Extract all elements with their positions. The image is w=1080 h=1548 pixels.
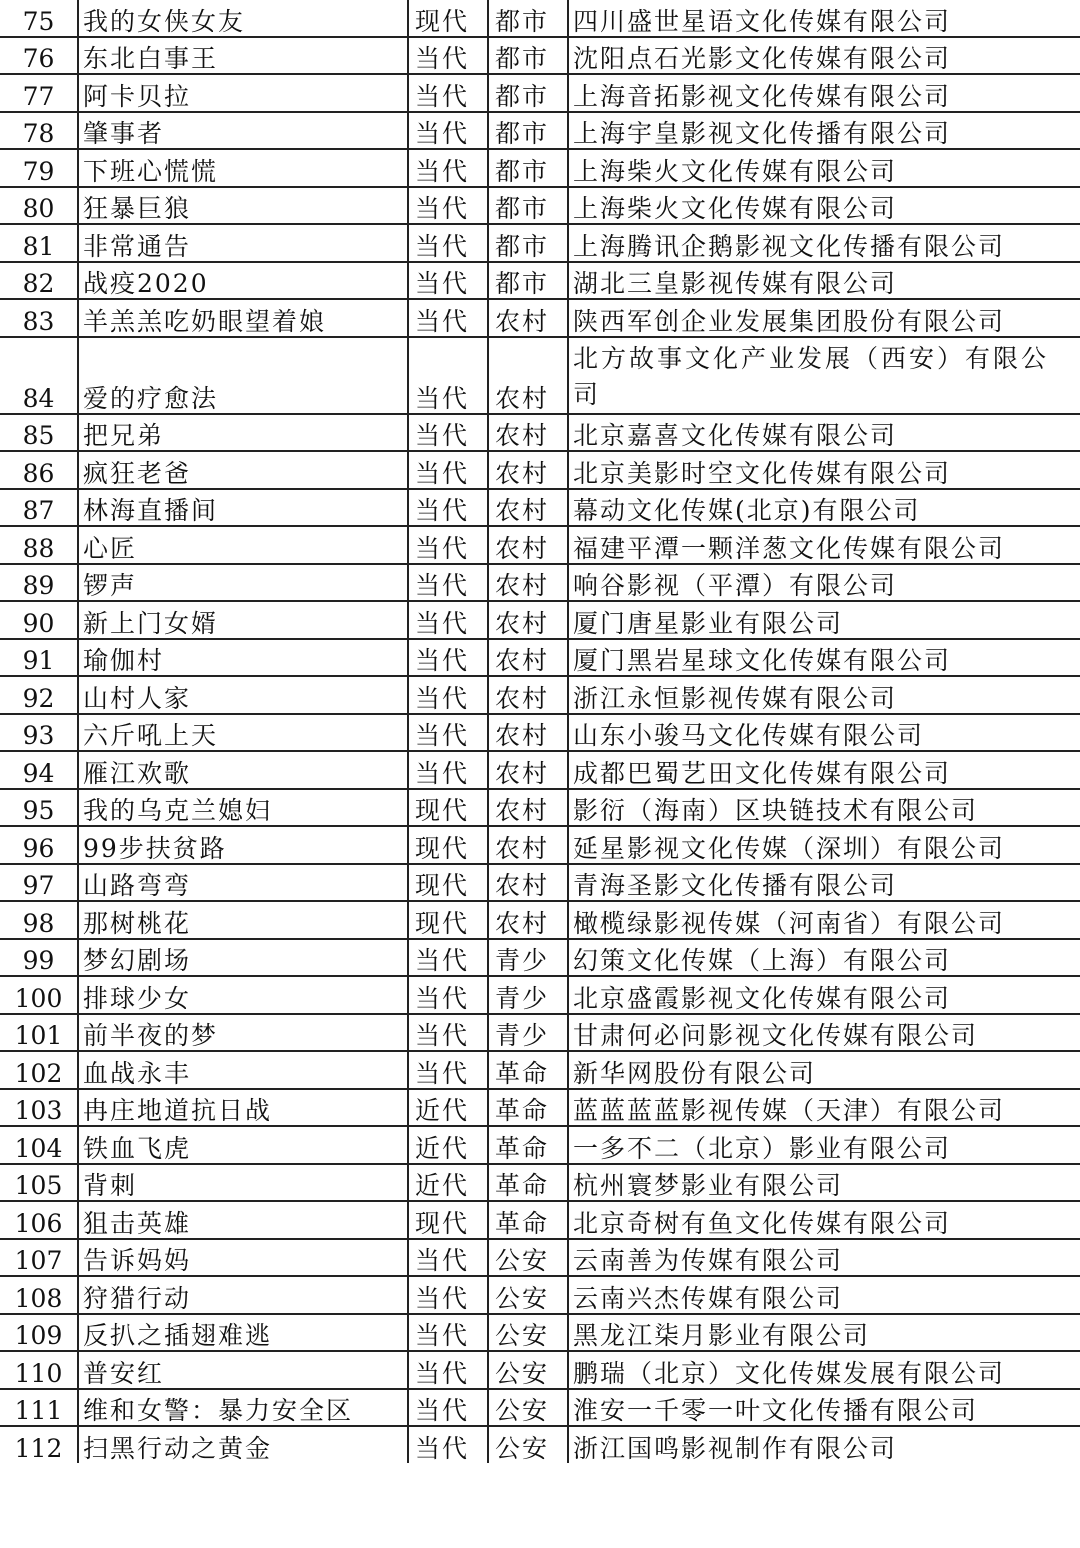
row-number: 81: [0, 224, 78, 262]
category-cell: 农村: [488, 639, 568, 677]
row-number: 96: [0, 826, 78, 864]
row-number: 109: [0, 1314, 78, 1352]
row-number: 93: [0, 714, 78, 752]
company-cell: 橄榄绿影视传媒（河南省）有限公司: [568, 901, 1080, 939]
company-cell: 幕动文化传媒(北京)有限公司: [568, 489, 1080, 527]
category-cell: 都市: [488, 149, 568, 187]
category-cell: 农村: [488, 864, 568, 902]
row-number: 88: [0, 526, 78, 564]
table-row: [0, 1201, 1080, 1239]
category-cell: 都市: [488, 112, 568, 150]
era-cell: 当代: [408, 526, 488, 564]
drama-title: 告诉妈妈: [78, 1239, 408, 1277]
table-row: [0, 0, 1080, 37]
drama-title: 扫黑行动之黄金: [78, 1426, 408, 1463]
company-cell: 幻策文化传媒（上海）有限公司: [568, 939, 1080, 977]
table-row: [0, 901, 1080, 939]
drama-title: 把兄弟: [78, 414, 408, 452]
company-cell: 上海柴火文化传媒有限公司: [568, 149, 1080, 187]
company-cell: 沈阳点石光影文化传媒有限公司: [568, 37, 1080, 75]
table-row: [0, 676, 1080, 714]
row-number: 102: [0, 1051, 78, 1089]
company-cell: 上海柴火文化传媒有限公司: [568, 187, 1080, 225]
category-cell: 革命: [488, 1089, 568, 1127]
category-cell: 农村: [488, 489, 568, 527]
row-number: 95: [0, 789, 78, 827]
row-number: 87: [0, 489, 78, 527]
category-cell: 农村: [488, 601, 568, 639]
table-row: [0, 1126, 1080, 1164]
row-number: 103: [0, 1089, 78, 1127]
category-cell: 农村: [488, 337, 568, 414]
company-cell: 云南兴杰传媒有限公司: [568, 1276, 1080, 1314]
drama-title: 六斤吼上天: [78, 714, 408, 752]
drama-title: 瑜伽村: [78, 639, 408, 677]
table-row: [0, 299, 1080, 337]
company-cell: 浙江永恒影视传媒有限公司: [568, 676, 1080, 714]
company-cell: 青海圣影文化传播有限公司: [568, 864, 1080, 902]
era-cell: 近代: [408, 1164, 488, 1202]
category-cell: 农村: [488, 414, 568, 452]
table-row: [0, 1276, 1080, 1314]
era-cell: 当代: [408, 639, 488, 677]
era-cell: 当代: [408, 489, 488, 527]
table-row: [0, 601, 1080, 639]
era-cell: 近代: [408, 1089, 488, 1127]
row-number: 98: [0, 901, 78, 939]
drama-title: 锣声: [78, 564, 408, 602]
row-number: 91: [0, 639, 78, 677]
table-row: [0, 1014, 1080, 1052]
table-row: [0, 564, 1080, 602]
row-number: 89: [0, 564, 78, 602]
company-cell: 北京奇树有鱼文化传媒有限公司: [568, 1201, 1080, 1239]
era-cell: 当代: [408, 262, 488, 300]
era-cell: 当代: [408, 112, 488, 150]
drama-title: 肇事者: [78, 112, 408, 150]
drama-title: 那树桃花: [78, 901, 408, 939]
row-number: 94: [0, 751, 78, 789]
company-cell: 淮安一千零一叶文化传播有限公司: [568, 1389, 1080, 1427]
table-row: [0, 74, 1080, 112]
category-cell: 都市: [488, 74, 568, 112]
table-row: [0, 1239, 1080, 1277]
table-row: [0, 1051, 1080, 1089]
era-cell: 现代: [408, 0, 488, 37]
company-cell: 延星影视文化传媒（深圳）有限公司: [568, 826, 1080, 864]
category-cell: 公安: [488, 1239, 568, 1277]
era-cell: 当代: [408, 751, 488, 789]
row-number: 83: [0, 299, 78, 337]
drama-title: 爱的疗愈法: [78, 337, 408, 414]
era-cell: 当代: [408, 37, 488, 75]
category-cell: 农村: [488, 901, 568, 939]
drama-title: 狙击英雄: [78, 1201, 408, 1239]
table-row: [0, 187, 1080, 225]
era-cell: 当代: [408, 939, 488, 977]
drama-title: 下班心慌慌: [78, 149, 408, 187]
table-row: [0, 639, 1080, 677]
era-cell: 当代: [408, 224, 488, 262]
era-cell: 现代: [408, 789, 488, 827]
row-number: 99: [0, 939, 78, 977]
era-cell: 近代: [408, 1126, 488, 1164]
company-cell: 厦门黑岩星球文化传媒有限公司: [568, 639, 1080, 677]
company-cell: 厦门唐星影业有限公司: [568, 601, 1080, 639]
drama-title: 背刺: [78, 1164, 408, 1202]
table-row: [0, 37, 1080, 75]
drama-title: 山路弯弯: [78, 864, 408, 902]
company-cell: 山东小骏马文化传媒有限公司: [568, 714, 1080, 752]
category-cell: 农村: [488, 299, 568, 337]
era-cell: 当代: [408, 414, 488, 452]
row-number: 101: [0, 1014, 78, 1052]
company-cell: 一多不二（北京）影业有限公司: [568, 1126, 1080, 1164]
drama-title: 东北白事王: [78, 37, 408, 75]
drama-title: 羊羔羔吃奶眼望着娘: [78, 299, 408, 337]
table-row: [0, 112, 1080, 150]
table-row: [0, 1164, 1080, 1202]
category-cell: 农村: [488, 789, 568, 827]
category-cell: 公安: [488, 1389, 568, 1427]
era-cell: 当代: [408, 601, 488, 639]
era-cell: 当代: [408, 976, 488, 1014]
category-cell: 农村: [488, 751, 568, 789]
company-cell: 鹏瑞（北京）文化传媒发展有限公司: [568, 1351, 1080, 1389]
era-cell: 当代: [408, 337, 488, 414]
row-number: 86: [0, 451, 78, 489]
category-cell: 农村: [488, 676, 568, 714]
drama-title: 狩猎行动: [78, 1276, 408, 1314]
drama-title: 普安红: [78, 1351, 408, 1389]
category-cell: 公安: [488, 1314, 568, 1352]
category-cell: 都市: [488, 0, 568, 37]
category-cell: 农村: [488, 451, 568, 489]
table-row: [0, 976, 1080, 1014]
company-cell: 上海宇皇影视文化传播有限公司: [568, 112, 1080, 150]
era-cell: 当代: [408, 187, 488, 225]
table-row: [0, 451, 1080, 489]
era-cell: 现代: [408, 901, 488, 939]
table-row: [0, 939, 1080, 977]
era-cell: 当代: [408, 564, 488, 602]
company-cell: 云南善为传媒有限公司: [568, 1239, 1080, 1277]
table-row: [0, 1314, 1080, 1352]
drama-title: 狂暴巨狼: [78, 187, 408, 225]
company-cell: 响谷影视（平潭）有限公司: [568, 564, 1080, 602]
era-cell: 现代: [408, 1201, 488, 1239]
era-cell: 当代: [408, 1014, 488, 1052]
category-cell: 青少: [488, 1014, 568, 1052]
drama-title: 心匠: [78, 526, 408, 564]
category-cell: 都市: [488, 262, 568, 300]
era-cell: 当代: [408, 1276, 488, 1314]
company-cell: 新华网股份有限公司: [568, 1051, 1080, 1089]
company-cell: 北京盛霞影视文化传媒有限公司: [568, 976, 1080, 1014]
row-number: 92: [0, 676, 78, 714]
era-cell: 当代: [408, 714, 488, 752]
table-row: [0, 1351, 1080, 1389]
category-cell: 革命: [488, 1051, 568, 1089]
era-cell: 当代: [408, 451, 488, 489]
drama-title: 我的乌克兰媳妇: [78, 789, 408, 827]
row-number: 76: [0, 37, 78, 75]
row-number: 77: [0, 74, 78, 112]
drama-title: 阿卡贝拉: [78, 74, 408, 112]
era-cell: 当代: [408, 74, 488, 112]
drama-title: 我的女侠女友: [78, 0, 408, 37]
drama-title: 林海直播间: [78, 489, 408, 527]
row-number: 85: [0, 414, 78, 452]
company-cell: 黑龙江柒月影业有限公司: [568, 1314, 1080, 1352]
category-cell: 青少: [488, 939, 568, 977]
row-number: 79: [0, 149, 78, 187]
era-cell: 当代: [408, 149, 488, 187]
table-row: [0, 526, 1080, 564]
drama-title: 铁血飞虎: [78, 1126, 408, 1164]
era-cell: 当代: [408, 1051, 488, 1089]
category-cell: 农村: [488, 714, 568, 752]
company-cell: 上海腾讯企鹅影视文化传播有限公司: [568, 224, 1080, 262]
company-cell: 杭州寰梦影业有限公司: [568, 1164, 1080, 1202]
category-cell: 公安: [488, 1276, 568, 1314]
era-cell: 当代: [408, 1426, 488, 1463]
company-cell: 四川盛世星语文化传媒有限公司: [568, 0, 1080, 37]
table-row: [0, 337, 1080, 414]
drama-title: 梦幻剧场: [78, 939, 408, 977]
row-number: 108: [0, 1276, 78, 1314]
row-number: 75: [0, 0, 78, 37]
table-row: [0, 149, 1080, 187]
category-cell: 都市: [488, 187, 568, 225]
row-number: 82: [0, 262, 78, 300]
drama-title: 99步扶贫路: [78, 826, 408, 864]
company-cell: 甘肃何必问影视文化传媒有限公司: [568, 1014, 1080, 1052]
row-number: 90: [0, 601, 78, 639]
category-cell: 农村: [488, 564, 568, 602]
row-number: 105: [0, 1164, 78, 1202]
company-cell: 湖北三皇影视传媒有限公司: [568, 262, 1080, 300]
drama-title: 战疫2020: [78, 262, 408, 300]
row-number: 104: [0, 1126, 78, 1164]
row-number: 84: [0, 337, 78, 414]
drama-title: 血战永丰: [78, 1051, 408, 1089]
drama-title: 反扒之插翅难逃: [78, 1314, 408, 1352]
company-cell: 上海音拓影视文化传媒有限公司: [568, 74, 1080, 112]
drama-title: 雁江欢歌: [78, 751, 408, 789]
category-cell: 农村: [488, 826, 568, 864]
row-number: 111: [0, 1389, 78, 1427]
category-cell: 公安: [488, 1426, 568, 1463]
table-row: [0, 1389, 1080, 1427]
table-row: [0, 224, 1080, 262]
company-cell: 北京美影时空文化传媒有限公司: [568, 451, 1080, 489]
table-row: [0, 864, 1080, 902]
table-row: [0, 1426, 1080, 1463]
table-row: [0, 262, 1080, 300]
row-number: 100: [0, 976, 78, 1014]
era-cell: 现代: [408, 864, 488, 902]
row-number: 78: [0, 112, 78, 150]
row-number: 97: [0, 864, 78, 902]
category-cell: 革命: [488, 1164, 568, 1202]
era-cell: 当代: [408, 1239, 488, 1277]
company-cell: 成都巴蜀艺田文化传媒有限公司: [568, 751, 1080, 789]
row-number: 80: [0, 187, 78, 225]
company-cell: 福建平潭一颗洋葱文化传媒有限公司: [568, 526, 1080, 564]
drama-title: 前半夜的梦: [78, 1014, 408, 1052]
row-number: 106: [0, 1201, 78, 1239]
drama-title: 排球少女: [78, 976, 408, 1014]
drama-title: 山村人家: [78, 676, 408, 714]
table-row: [0, 826, 1080, 864]
category-cell: 农村: [488, 526, 568, 564]
row-number: 107: [0, 1239, 78, 1277]
era-cell: 当代: [408, 1351, 488, 1389]
category-cell: 革命: [488, 1126, 568, 1164]
drama-title: 维和女警：暴力安全区: [78, 1389, 408, 1427]
company-cell: 陕西军创企业发展集团股份有限公司: [568, 299, 1080, 337]
category-cell: 都市: [488, 37, 568, 75]
company-cell: 北方故事文化产业发展（西安）有限公司: [568, 337, 1080, 414]
row-number: 110: [0, 1351, 78, 1389]
era-cell: 当代: [408, 1389, 488, 1427]
category-cell: 革命: [488, 1201, 568, 1239]
table-row: [0, 751, 1080, 789]
era-cell: 现代: [408, 826, 488, 864]
row-number: 112: [0, 1426, 78, 1463]
table-row: [0, 1089, 1080, 1127]
category-cell: 公安: [488, 1351, 568, 1389]
drama-title: 冉庄地道抗日战: [78, 1089, 408, 1127]
era-cell: 当代: [408, 299, 488, 337]
category-cell: 都市: [488, 224, 568, 262]
table-row: [0, 789, 1080, 827]
table-row: [0, 489, 1080, 527]
table-row: [0, 714, 1080, 752]
company-cell: 蓝蓝蓝蓝影视传媒（天津）有限公司: [568, 1089, 1080, 1127]
era-cell: 当代: [408, 1314, 488, 1352]
drama-title: 新上门女婿: [78, 601, 408, 639]
category-cell: 青少: [488, 976, 568, 1014]
drama-title: 非常通告: [78, 224, 408, 262]
drama-title: 疯狂老爸: [78, 451, 408, 489]
company-cell: 影衍（海南）区块链技术有限公司: [568, 789, 1080, 827]
company-cell: 北京嘉喜文化传媒有限公司: [568, 414, 1080, 452]
era-cell: 当代: [408, 676, 488, 714]
company-cell: 浙江国鸣影视制作有限公司: [568, 1426, 1080, 1463]
table-row: [0, 414, 1080, 452]
